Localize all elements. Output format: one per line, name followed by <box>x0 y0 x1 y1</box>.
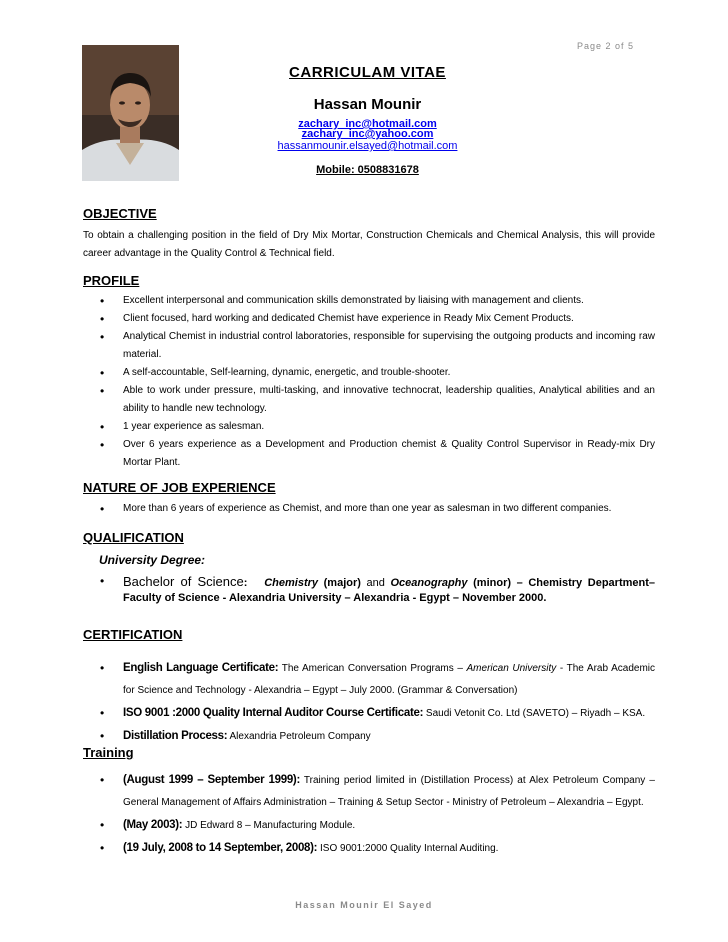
cert-title: English Language Certificate: <box>123 662 279 674</box>
page-number: Page 2 of 5 <box>576 41 634 51</box>
list-item: • Excellent interpersonal and communication skills demonstrated by liaising with management and clients. <box>100 292 655 310</box>
objective-heading: OBJECTIVE <box>83 206 157 221</box>
list-item: • Over 6 years experience as a Development and Production chemist & Quality Control Supervisor in Ready-mix Dry Mortar Plant. <box>100 436 655 472</box>
list-item <box>100 837 655 860</box>
training-text: Training period limited in (Distillation Process) at Alex Petroleum Company – General Management of Affairs Administration – Training & Setup Sector - Ministry of Petroleum – Alexandria – Egypt. <box>123 775 655 808</box>
training-heading: Training <box>83 745 134 760</box>
qualification-heading: QUALIFICATION <box>83 530 184 545</box>
degree-minor: Oceanography <box>390 577 468 589</box>
list-item: • Client focused, hard working and dedicated Chemist have experience in Ready Mix Cement Products. <box>100 310 655 328</box>
training-date: (August 1999 – September 1999): <box>123 774 300 786</box>
cert-text: The American Conversation Programs – <box>278 663 467 674</box>
training-date: (19 July, 2008 to 14 September, 2008): <box>123 842 318 854</box>
email-link[interactable]: zachary_inc@yahoo.com <box>301 128 434 140</box>
certification-heading: CERTIFICATION <box>83 627 183 642</box>
list-item <box>100 657 655 702</box>
profile-photo <box>82 45 179 181</box>
cert-text: - The Arab Academic for Science and Technology - Alexandria – Egypt – July 2000. (Grammar & Conversation) <box>123 663 656 696</box>
degree-item <box>100 574 655 606</box>
page-footer: Hassan Mounir El Sayed <box>295 900 433 910</box>
job-experience-heading: NATURE OF JOB EXPERIENCE <box>83 480 276 495</box>
degree-title: Bachelor of Science <box>123 574 244 589</box>
cert-title: Distillation Process: <box>123 730 228 742</box>
email-link[interactable]: hassanmounir.elsayed@hotmail.com <box>277 140 458 152</box>
list-item: • Able to work under pressure, multi-tasking, and innovative technocrat, leadership qualities, Analytical abilities and an ability to handle new technology. <box>100 382 655 418</box>
profile-list <box>100 292 655 472</box>
job-experience-list <box>100 500 655 518</box>
list-item <box>100 814 655 837</box>
cv-title: CARRICULAM VITAE <box>289 64 446 81</box>
list-item: • More than 6 years of experience as Chemist, and more than one year as salesman in two different companies. <box>100 500 655 518</box>
cert-text: Saudi Vetonit Co. Ltd (SAVETO) – Riyadh – KSA. <box>423 708 646 719</box>
list-item <box>100 702 655 725</box>
degree-details: – Chemistry Department– Faculty of Science - Alexandria University – Alexandria - Egypt – November 2000. <box>123 577 656 604</box>
training-list <box>100 769 655 860</box>
training-text: ISO 9001:2000 Quality Internal Auditing. <box>317 843 499 854</box>
degree-major-label: (major) <box>323 577 361 589</box>
degree-list <box>100 574 655 606</box>
university-degree-subheading: University Degree: <box>99 553 206 567</box>
cert-text: Alexandria Petroleum Company <box>227 731 371 742</box>
list-item <box>100 725 655 748</box>
email-link[interactable]: zachary_inc@hotmail.com <box>298 118 437 130</box>
list-item: • 1 year experience as salesman. <box>100 418 655 436</box>
candidate-name: Hassan Mounir <box>313 96 422 113</box>
degree-minor-label: (minor) <box>473 577 512 589</box>
list-item <box>100 769 655 814</box>
degree-colon: : <box>243 577 248 589</box>
degree-and: and <box>366 577 385 589</box>
cert-italic: American University <box>466 663 557 674</box>
objective-text: To obtain a challenging position in the field of Dry Mix Mortar, Construction Chemicals and Chemical Analysis, this will provide career advantage in the Quality Control & Technical field. <box>83 230 655 259</box>
list-item: • A self-accountable, Self-learning, dynamic, energetic, and trouble-shooter. <box>100 364 655 382</box>
training-text: JD Edward 8 – Manufacturing Module. <box>182 820 356 831</box>
list-item: • Analytical Chemist in industrial control laboratories, responsible for supervising the outgoing products and incoming raw material. <box>100 328 655 364</box>
profile-heading: PROFILE <box>83 273 140 288</box>
degree-major: Chemistry <box>264 577 319 589</box>
certification-list <box>100 657 655 748</box>
cert-title: ISO 9001 :2000 Quality Internal Auditor Course Certificate: <box>123 707 424 719</box>
mobile-number: Mobile: 0508831678 <box>316 164 419 176</box>
training-date: (May 2003): <box>123 819 183 831</box>
